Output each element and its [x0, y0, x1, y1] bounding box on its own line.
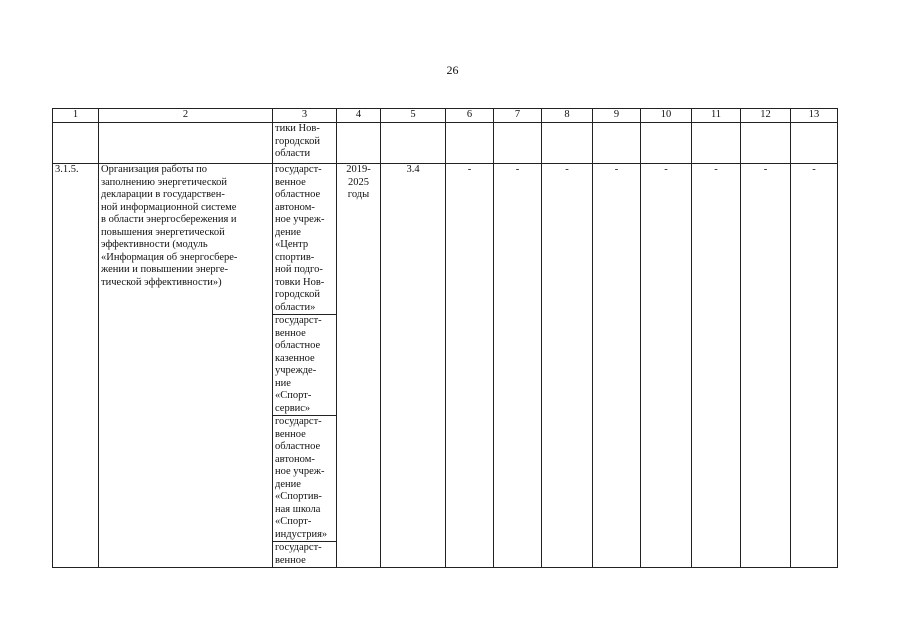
column-number: 4 [337, 109, 381, 123]
executor-cell: государст- венное областное автоном- ное учреж- дение «Центр спортив- ной подго- товки Нов- городской области» [273, 164, 337, 315]
empty-cell [692, 123, 741, 164]
executor-continuation: тики Нов- городской области [273, 123, 337, 164]
empty-cell [791, 123, 838, 164]
indicator-value: 3.4 [381, 164, 446, 568]
column-number: 3 [273, 109, 337, 123]
executor-cell: государст- венное [273, 542, 337, 568]
executor-cell: государст- венное областное казенное учрежде- ние «Спорт- сервис» [273, 315, 337, 416]
empty-cell [446, 123, 494, 164]
column-number: 13 [791, 109, 838, 123]
executor-cell: государст- венное областное автоном- ное учреж- дение «Спортив- ная школа «Спорт- индустрия» [273, 416, 337, 542]
column-number: 8 [542, 109, 593, 123]
dash-cell: - [791, 164, 838, 568]
column-number: 7 [494, 109, 542, 123]
dash-cell: - [494, 164, 542, 568]
dash-cell: - [741, 164, 791, 568]
dash-cell: - [593, 164, 641, 568]
empty-cell [494, 123, 542, 164]
column-number: 1 [53, 109, 99, 123]
column-number: 12 [741, 109, 791, 123]
column-numbers-row [53, 109, 838, 123]
measure-number: 3.1.5. [53, 164, 99, 568]
continuation-row [53, 123, 838, 164]
dash-cell: - [542, 164, 593, 568]
empty-cell [741, 123, 791, 164]
column-number: 11 [692, 109, 741, 123]
column-number: 5 [381, 109, 446, 123]
dash-cell: - [446, 164, 494, 568]
column-number: 10 [641, 109, 692, 123]
dash-cell: - [641, 164, 692, 568]
table-row [53, 164, 838, 315]
empty-cell [53, 123, 99, 164]
column-number: 9 [593, 109, 641, 123]
dash-cell: - [692, 164, 741, 568]
measure-description: Организация работы по заполнению энергетической декларации в государствен- ной информационной системе в области энергосбережения и повышения энергетической эффективности (модуль «Информация об энергосбере- жении и повышении энерге- тической эффективности») [99, 164, 273, 568]
measures-table [52, 108, 838, 568]
column-number: 2 [99, 109, 273, 123]
empty-cell [542, 123, 593, 164]
empty-cell [381, 123, 446, 164]
column-number: 6 [446, 109, 494, 123]
period-cell: 2019- 2025 годы [337, 164, 381, 568]
empty-cell [99, 123, 273, 164]
empty-cell [641, 123, 692, 164]
empty-cell [337, 123, 381, 164]
empty-cell [593, 123, 641, 164]
page-number: 26 [446, 63, 459, 77]
